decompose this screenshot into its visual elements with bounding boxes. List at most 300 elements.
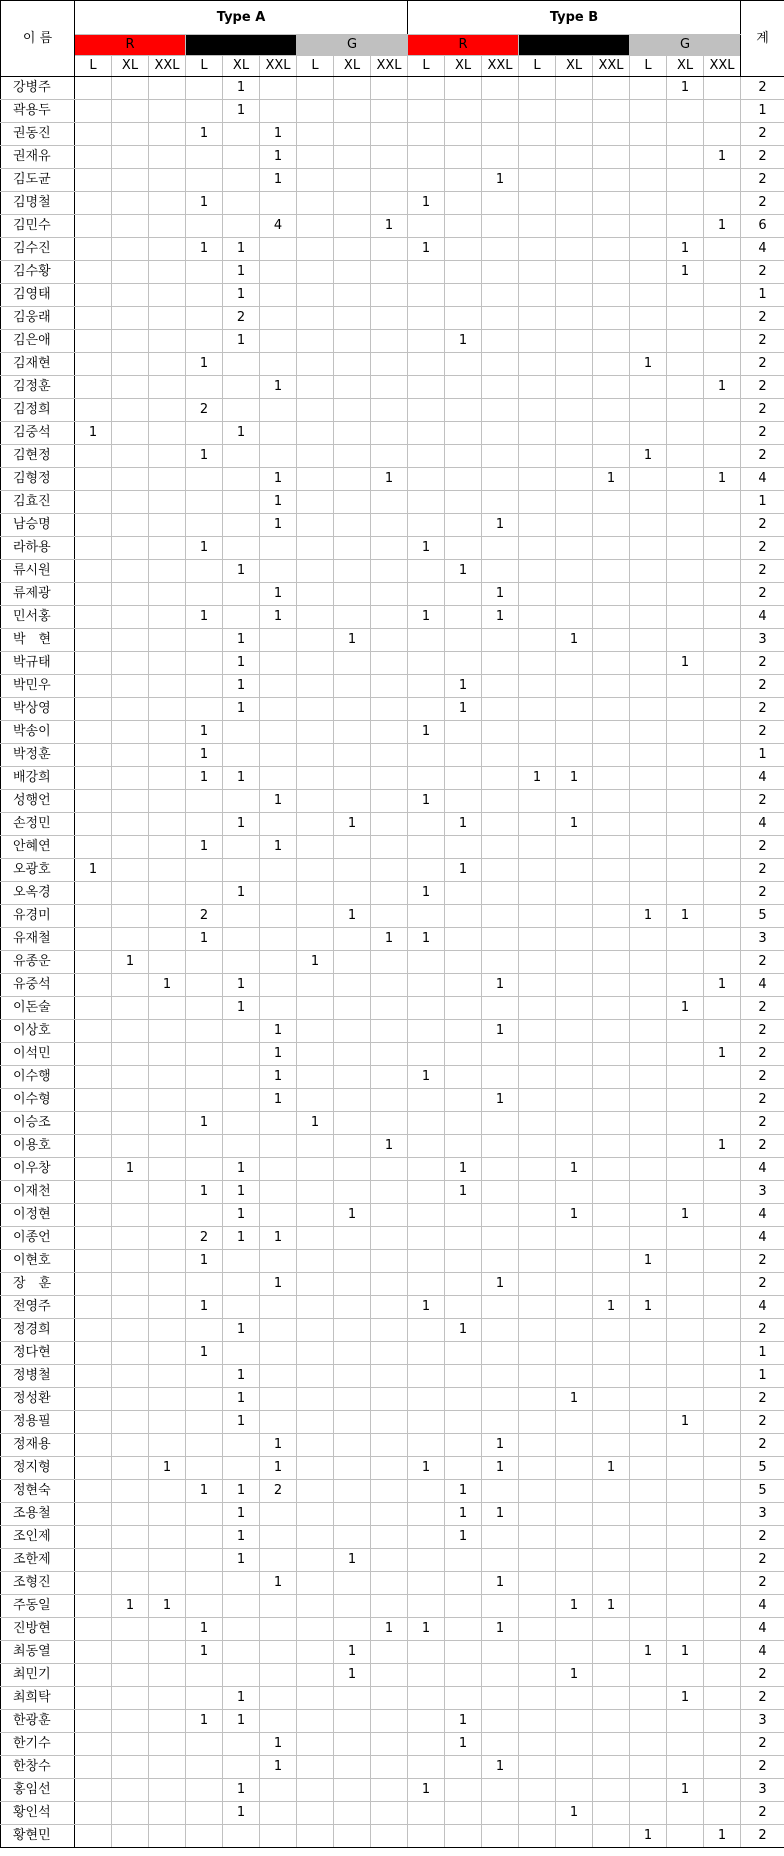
quantity-cell	[297, 284, 334, 307]
quantity-cell: 1	[223, 1388, 260, 1411]
quantity-cell	[334, 330, 371, 353]
quantity-cell	[371, 1756, 408, 1779]
quantity-cell: 1	[445, 859, 482, 882]
quantity-cell: 1	[186, 744, 223, 767]
quantity-cell	[75, 1480, 112, 1503]
size-header-l: L	[519, 56, 556, 77]
quantity-cell	[75, 100, 112, 123]
person-name: 정성환	[1, 1388, 75, 1411]
row-total: 4	[741, 468, 784, 491]
quantity-cell	[630, 1043, 667, 1066]
quantity-cell	[260, 974, 297, 997]
quantity-cell	[630, 790, 667, 813]
quantity-cell	[519, 744, 556, 767]
row-total: 6	[741, 215, 784, 238]
quantity-cell	[519, 1388, 556, 1411]
quantity-cell	[297, 744, 334, 767]
quantity-cell	[704, 422, 741, 445]
person-name: 최민기	[1, 1664, 75, 1687]
type-b-gray-header: G	[630, 35, 741, 56]
quantity-cell	[556, 1434, 593, 1457]
quantity-cell	[334, 997, 371, 1020]
quantity-cell	[408, 905, 445, 928]
quantity-cell	[519, 1066, 556, 1089]
quantity-cell	[186, 1687, 223, 1710]
quantity-cell	[630, 1388, 667, 1411]
quantity-cell	[297, 445, 334, 468]
quantity-cell: 1	[223, 77, 260, 100]
quantity-cell	[334, 1273, 371, 1296]
quantity-cell: 1	[223, 652, 260, 675]
quantity-cell: 1	[408, 790, 445, 813]
quantity-cell	[519, 721, 556, 744]
table-row	[1, 353, 784, 376]
quantity-cell	[593, 1756, 630, 1779]
person-name: 진방현	[1, 1618, 75, 1641]
quantity-cell	[260, 77, 297, 100]
table-row	[1, 1641, 784, 1664]
quantity-cell	[186, 1319, 223, 1342]
quantity-cell	[556, 905, 593, 928]
quantity-cell	[630, 1319, 667, 1342]
table-row	[1, 1457, 784, 1480]
person-name: 이수형	[1, 1089, 75, 1112]
quantity-cell: 1	[482, 1020, 519, 1043]
quantity-cell	[334, 1227, 371, 1250]
quantity-cell	[75, 1135, 112, 1158]
person-name: 라하용	[1, 537, 75, 560]
quantity-cell	[223, 1089, 260, 1112]
quantity-cell	[186, 307, 223, 330]
quantity-cell	[445, 169, 482, 192]
quantity-cell	[260, 1365, 297, 1388]
quantity-cell	[112, 905, 149, 928]
quantity-cell: 1	[260, 606, 297, 629]
person-name: 곽용두	[1, 100, 75, 123]
quantity-cell: 1	[297, 1112, 334, 1135]
quantity-cell	[371, 1480, 408, 1503]
person-name: 한창수	[1, 1756, 75, 1779]
table-row	[1, 928, 784, 951]
table-row	[1, 1710, 784, 1733]
quantity-cell	[482, 376, 519, 399]
quantity-cell	[371, 307, 408, 330]
person-name: 김재현	[1, 353, 75, 376]
quantity-cell	[223, 1618, 260, 1641]
table-row	[1, 974, 784, 997]
quantity-cell: 1	[260, 514, 297, 537]
quantity-cell: 1	[260, 468, 297, 491]
row-total: 4	[741, 767, 784, 790]
quantity-cell	[112, 1480, 149, 1503]
quantity-cell	[593, 1503, 630, 1526]
person-name: 권재유	[1, 146, 75, 169]
quantity-cell	[260, 951, 297, 974]
quantity-cell: 1	[667, 1641, 704, 1664]
quantity-cell	[482, 445, 519, 468]
quantity-cell	[371, 1181, 408, 1204]
type-a-header: Type A	[75, 1, 408, 35]
person-name: 박 현	[1, 629, 75, 652]
quantity-cell	[667, 1457, 704, 1480]
quantity-cell	[408, 353, 445, 376]
table-row	[1, 1618, 784, 1641]
quantity-cell: 1	[556, 813, 593, 836]
quantity-cell	[408, 767, 445, 790]
quantity-cell	[149, 1618, 186, 1641]
quantity-cell	[260, 1549, 297, 1572]
quantity-cell	[260, 1342, 297, 1365]
person-name: 이현호	[1, 1250, 75, 1273]
quantity-cell	[223, 606, 260, 629]
quantity-cell: 1	[223, 698, 260, 721]
name-column-header: 이 름	[1, 1, 75, 77]
person-name: 박민우	[1, 675, 75, 698]
quantity-cell	[112, 1411, 149, 1434]
quantity-cell: 1	[186, 445, 223, 468]
quantity-cell	[223, 744, 260, 767]
quantity-cell	[223, 1135, 260, 1158]
quantity-cell	[260, 1503, 297, 1526]
quantity-cell	[186, 169, 223, 192]
quantity-cell	[630, 169, 667, 192]
quantity-cell	[630, 100, 667, 123]
quantity-cell: 1	[334, 1549, 371, 1572]
quantity-cell	[75, 652, 112, 675]
quantity-cell	[334, 698, 371, 721]
quantity-cell	[223, 1457, 260, 1480]
quantity-cell	[667, 215, 704, 238]
quantity-cell	[260, 1296, 297, 1319]
quantity-cell	[112, 1664, 149, 1687]
quantity-cell	[297, 261, 334, 284]
quantity-cell	[704, 1664, 741, 1687]
quantity-cell	[667, 1825, 704, 1848]
quantity-cell	[408, 836, 445, 859]
person-name: 정다현	[1, 1342, 75, 1365]
quantity-cell	[149, 307, 186, 330]
person-name: 정병철	[1, 1365, 75, 1388]
row-total: 3	[741, 629, 784, 652]
quantity-cell	[630, 1411, 667, 1434]
quantity-cell	[149, 583, 186, 606]
person-name: 유경미	[1, 905, 75, 928]
quantity-cell	[519, 836, 556, 859]
size-header-xxl: XXL	[371, 56, 408, 77]
quantity-cell	[445, 215, 482, 238]
quantity-cell	[112, 169, 149, 192]
size-header-xl: XL	[667, 56, 704, 77]
table-row	[1, 1687, 784, 1710]
quantity-cell	[112, 123, 149, 146]
quantity-cell: 1	[186, 836, 223, 859]
quantity-cell	[704, 100, 741, 123]
row-total: 2	[741, 1733, 784, 1756]
quantity-cell	[630, 1342, 667, 1365]
quantity-cell	[704, 261, 741, 284]
quantity-cell	[482, 1710, 519, 1733]
quantity-cell	[334, 951, 371, 974]
quantity-cell	[112, 192, 149, 215]
quantity-cell	[667, 330, 704, 353]
quantity-cell	[149, 1825, 186, 1848]
quantity-cell	[593, 1204, 630, 1227]
quantity-cell	[482, 1526, 519, 1549]
quantity-cell	[445, 1089, 482, 1112]
quantity-cell	[630, 1710, 667, 1733]
quantity-cell	[630, 606, 667, 629]
quantity-cell	[704, 1388, 741, 1411]
quantity-cell	[112, 1204, 149, 1227]
quantity-cell	[667, 445, 704, 468]
quantity-cell	[630, 1089, 667, 1112]
quantity-cell	[149, 1549, 186, 1572]
quantity-cell	[519, 123, 556, 146]
quantity-cell	[556, 399, 593, 422]
quantity-cell	[408, 1526, 445, 1549]
quantity-cell	[630, 77, 667, 100]
quantity-cell	[630, 928, 667, 951]
quantity-cell	[630, 813, 667, 836]
quantity-cell	[371, 399, 408, 422]
quantity-cell	[482, 1641, 519, 1664]
quantity-cell	[223, 491, 260, 514]
quantity-cell	[556, 169, 593, 192]
quantity-cell	[260, 1710, 297, 1733]
quantity-cell	[482, 1158, 519, 1181]
quantity-cell	[667, 353, 704, 376]
row-total: 2	[741, 514, 784, 537]
quantity-cell: 1	[260, 1572, 297, 1595]
quantity-cell	[371, 1250, 408, 1273]
table-row	[1, 1595, 784, 1618]
quantity-cell	[149, 836, 186, 859]
quantity-cell	[519, 100, 556, 123]
quantity-cell	[408, 146, 445, 169]
quantity-cell	[112, 1319, 149, 1342]
quantity-cell: 1	[186, 928, 223, 951]
quantity-cell	[519, 1434, 556, 1457]
table-row	[1, 491, 784, 514]
table-row	[1, 813, 784, 836]
quantity-cell	[630, 146, 667, 169]
quantity-cell	[593, 1802, 630, 1825]
table-row	[1, 836, 784, 859]
quantity-cell	[445, 445, 482, 468]
quantity-cell	[297, 1687, 334, 1710]
quantity-cell	[630, 1549, 667, 1572]
quantity-cell	[445, 1457, 482, 1480]
quantity-cell	[75, 1595, 112, 1618]
quantity-cell	[593, 1480, 630, 1503]
quantity-cell	[482, 813, 519, 836]
quantity-cell	[519, 1641, 556, 1664]
quantity-cell	[408, 560, 445, 583]
table-row	[1, 100, 784, 123]
quantity-cell	[630, 422, 667, 445]
quantity-cell	[75, 744, 112, 767]
quantity-cell	[334, 261, 371, 284]
quantity-cell	[408, 1664, 445, 1687]
quantity-cell	[593, 1664, 630, 1687]
quantity-cell	[704, 1756, 741, 1779]
quantity-cell	[704, 1595, 741, 1618]
quantity-cell	[408, 169, 445, 192]
quantity-cell	[630, 1733, 667, 1756]
quantity-cell	[75, 261, 112, 284]
person-name: 이종언	[1, 1227, 75, 1250]
quantity-cell	[371, 997, 408, 1020]
table-row	[1, 192, 784, 215]
row-total: 2	[741, 698, 784, 721]
quantity-cell	[149, 1733, 186, 1756]
quantity-cell	[371, 790, 408, 813]
quantity-cell: 1	[556, 1664, 593, 1687]
quantity-cell	[519, 1365, 556, 1388]
quantity-cell	[149, 997, 186, 1020]
quantity-cell	[445, 1250, 482, 1273]
quantity-cell	[371, 491, 408, 514]
quantity-cell	[371, 445, 408, 468]
quantity-cell: 1	[75, 859, 112, 882]
quantity-cell	[704, 1020, 741, 1043]
quantity-cell	[334, 606, 371, 629]
quantity-cell	[445, 1227, 482, 1250]
size-header-xxl: XXL	[482, 56, 519, 77]
quantity-cell	[408, 1480, 445, 1503]
quantity-cell	[630, 1227, 667, 1250]
quantity-cell	[186, 1733, 223, 1756]
quantity-cell	[186, 813, 223, 836]
quantity-cell: 1	[186, 1710, 223, 1733]
quantity-cell	[667, 583, 704, 606]
quantity-cell	[408, 1319, 445, 1342]
person-name: 김정훈	[1, 376, 75, 399]
quantity-cell	[371, 284, 408, 307]
table-row	[1, 905, 784, 928]
quantity-cell	[223, 859, 260, 882]
quantity-cell: 1	[593, 1296, 630, 1319]
row-total: 2	[741, 353, 784, 376]
quantity-cell	[408, 1158, 445, 1181]
quantity-cell	[630, 123, 667, 146]
quantity-cell	[297, 1227, 334, 1250]
quantity-cell: 1	[556, 767, 593, 790]
quantity-cell	[667, 1503, 704, 1526]
quantity-cell	[297, 1756, 334, 1779]
quantity-cell	[186, 652, 223, 675]
quantity-cell	[593, 790, 630, 813]
quantity-cell	[149, 445, 186, 468]
quantity-cell	[334, 1595, 371, 1618]
quantity-cell	[334, 1158, 371, 1181]
quantity-cell	[667, 560, 704, 583]
quantity-cell	[556, 537, 593, 560]
row-total: 5	[741, 905, 784, 928]
quantity-cell: 1	[334, 905, 371, 928]
quantity-cell	[297, 1572, 334, 1595]
quantity-cell: 1	[223, 1411, 260, 1434]
quantity-cell	[75, 1342, 112, 1365]
size-header-l: L	[297, 56, 334, 77]
quantity-cell	[704, 1181, 741, 1204]
quantity-cell	[667, 284, 704, 307]
quantity-cell	[482, 353, 519, 376]
quantity-cell: 1	[223, 1365, 260, 1388]
quantity-cell	[519, 307, 556, 330]
quantity-cell	[704, 1779, 741, 1802]
quantity-cell: 1	[593, 1457, 630, 1480]
quantity-cell	[482, 1733, 519, 1756]
quantity-cell	[593, 1342, 630, 1365]
quantity-cell	[556, 284, 593, 307]
quantity-cell	[260, 422, 297, 445]
quantity-cell	[445, 652, 482, 675]
table-row	[1, 560, 784, 583]
table-row	[1, 1411, 784, 1434]
quantity-cell: 1	[630, 1641, 667, 1664]
quantity-cell	[223, 928, 260, 951]
quantity-cell	[334, 1020, 371, 1043]
quantity-cell	[556, 1227, 593, 1250]
quantity-cell	[112, 698, 149, 721]
table-row	[1, 1112, 784, 1135]
quantity-cell	[556, 1319, 593, 1342]
quantity-cell	[630, 1273, 667, 1296]
size-header-xl: XL	[223, 56, 260, 77]
total-column-header: 계	[741, 1, 784, 77]
quantity-cell	[408, 583, 445, 606]
quantity-cell	[297, 1733, 334, 1756]
quantity-cell	[704, 445, 741, 468]
quantity-cell	[334, 859, 371, 882]
quantity-cell: 1	[223, 813, 260, 836]
quantity-cell	[667, 744, 704, 767]
quantity-cell	[593, 859, 630, 882]
table-row	[1, 583, 784, 606]
quantity-cell	[334, 1112, 371, 1135]
quantity-cell: 1	[260, 1020, 297, 1043]
quantity-cell	[75, 376, 112, 399]
quantity-cell: 1	[630, 1825, 667, 1848]
quantity-cell: 4	[260, 215, 297, 238]
quantity-cell	[667, 675, 704, 698]
person-name: 김수황	[1, 261, 75, 284]
quantity-cell	[630, 1756, 667, 1779]
quantity-cell	[704, 192, 741, 215]
quantity-cell: 1	[223, 1779, 260, 1802]
quantity-cell	[482, 629, 519, 652]
quantity-cell	[556, 1089, 593, 1112]
table-row	[1, 744, 784, 767]
quantity-cell	[149, 1526, 186, 1549]
person-name: 손정민	[1, 813, 75, 836]
quantity-cell	[297, 1802, 334, 1825]
quantity-cell	[260, 1135, 297, 1158]
quantity-cell	[297, 169, 334, 192]
quantity-cell: 1	[260, 1733, 297, 1756]
table-row	[1, 1158, 784, 1181]
type-a-red-header: R	[75, 35, 186, 56]
quantity-cell	[297, 1595, 334, 1618]
quantity-cell	[704, 1710, 741, 1733]
quantity-cell	[223, 905, 260, 928]
quantity-cell	[667, 1733, 704, 1756]
quantity-cell	[519, 1342, 556, 1365]
quantity-cell	[334, 1756, 371, 1779]
quantity-cell	[371, 744, 408, 767]
quantity-cell	[519, 353, 556, 376]
